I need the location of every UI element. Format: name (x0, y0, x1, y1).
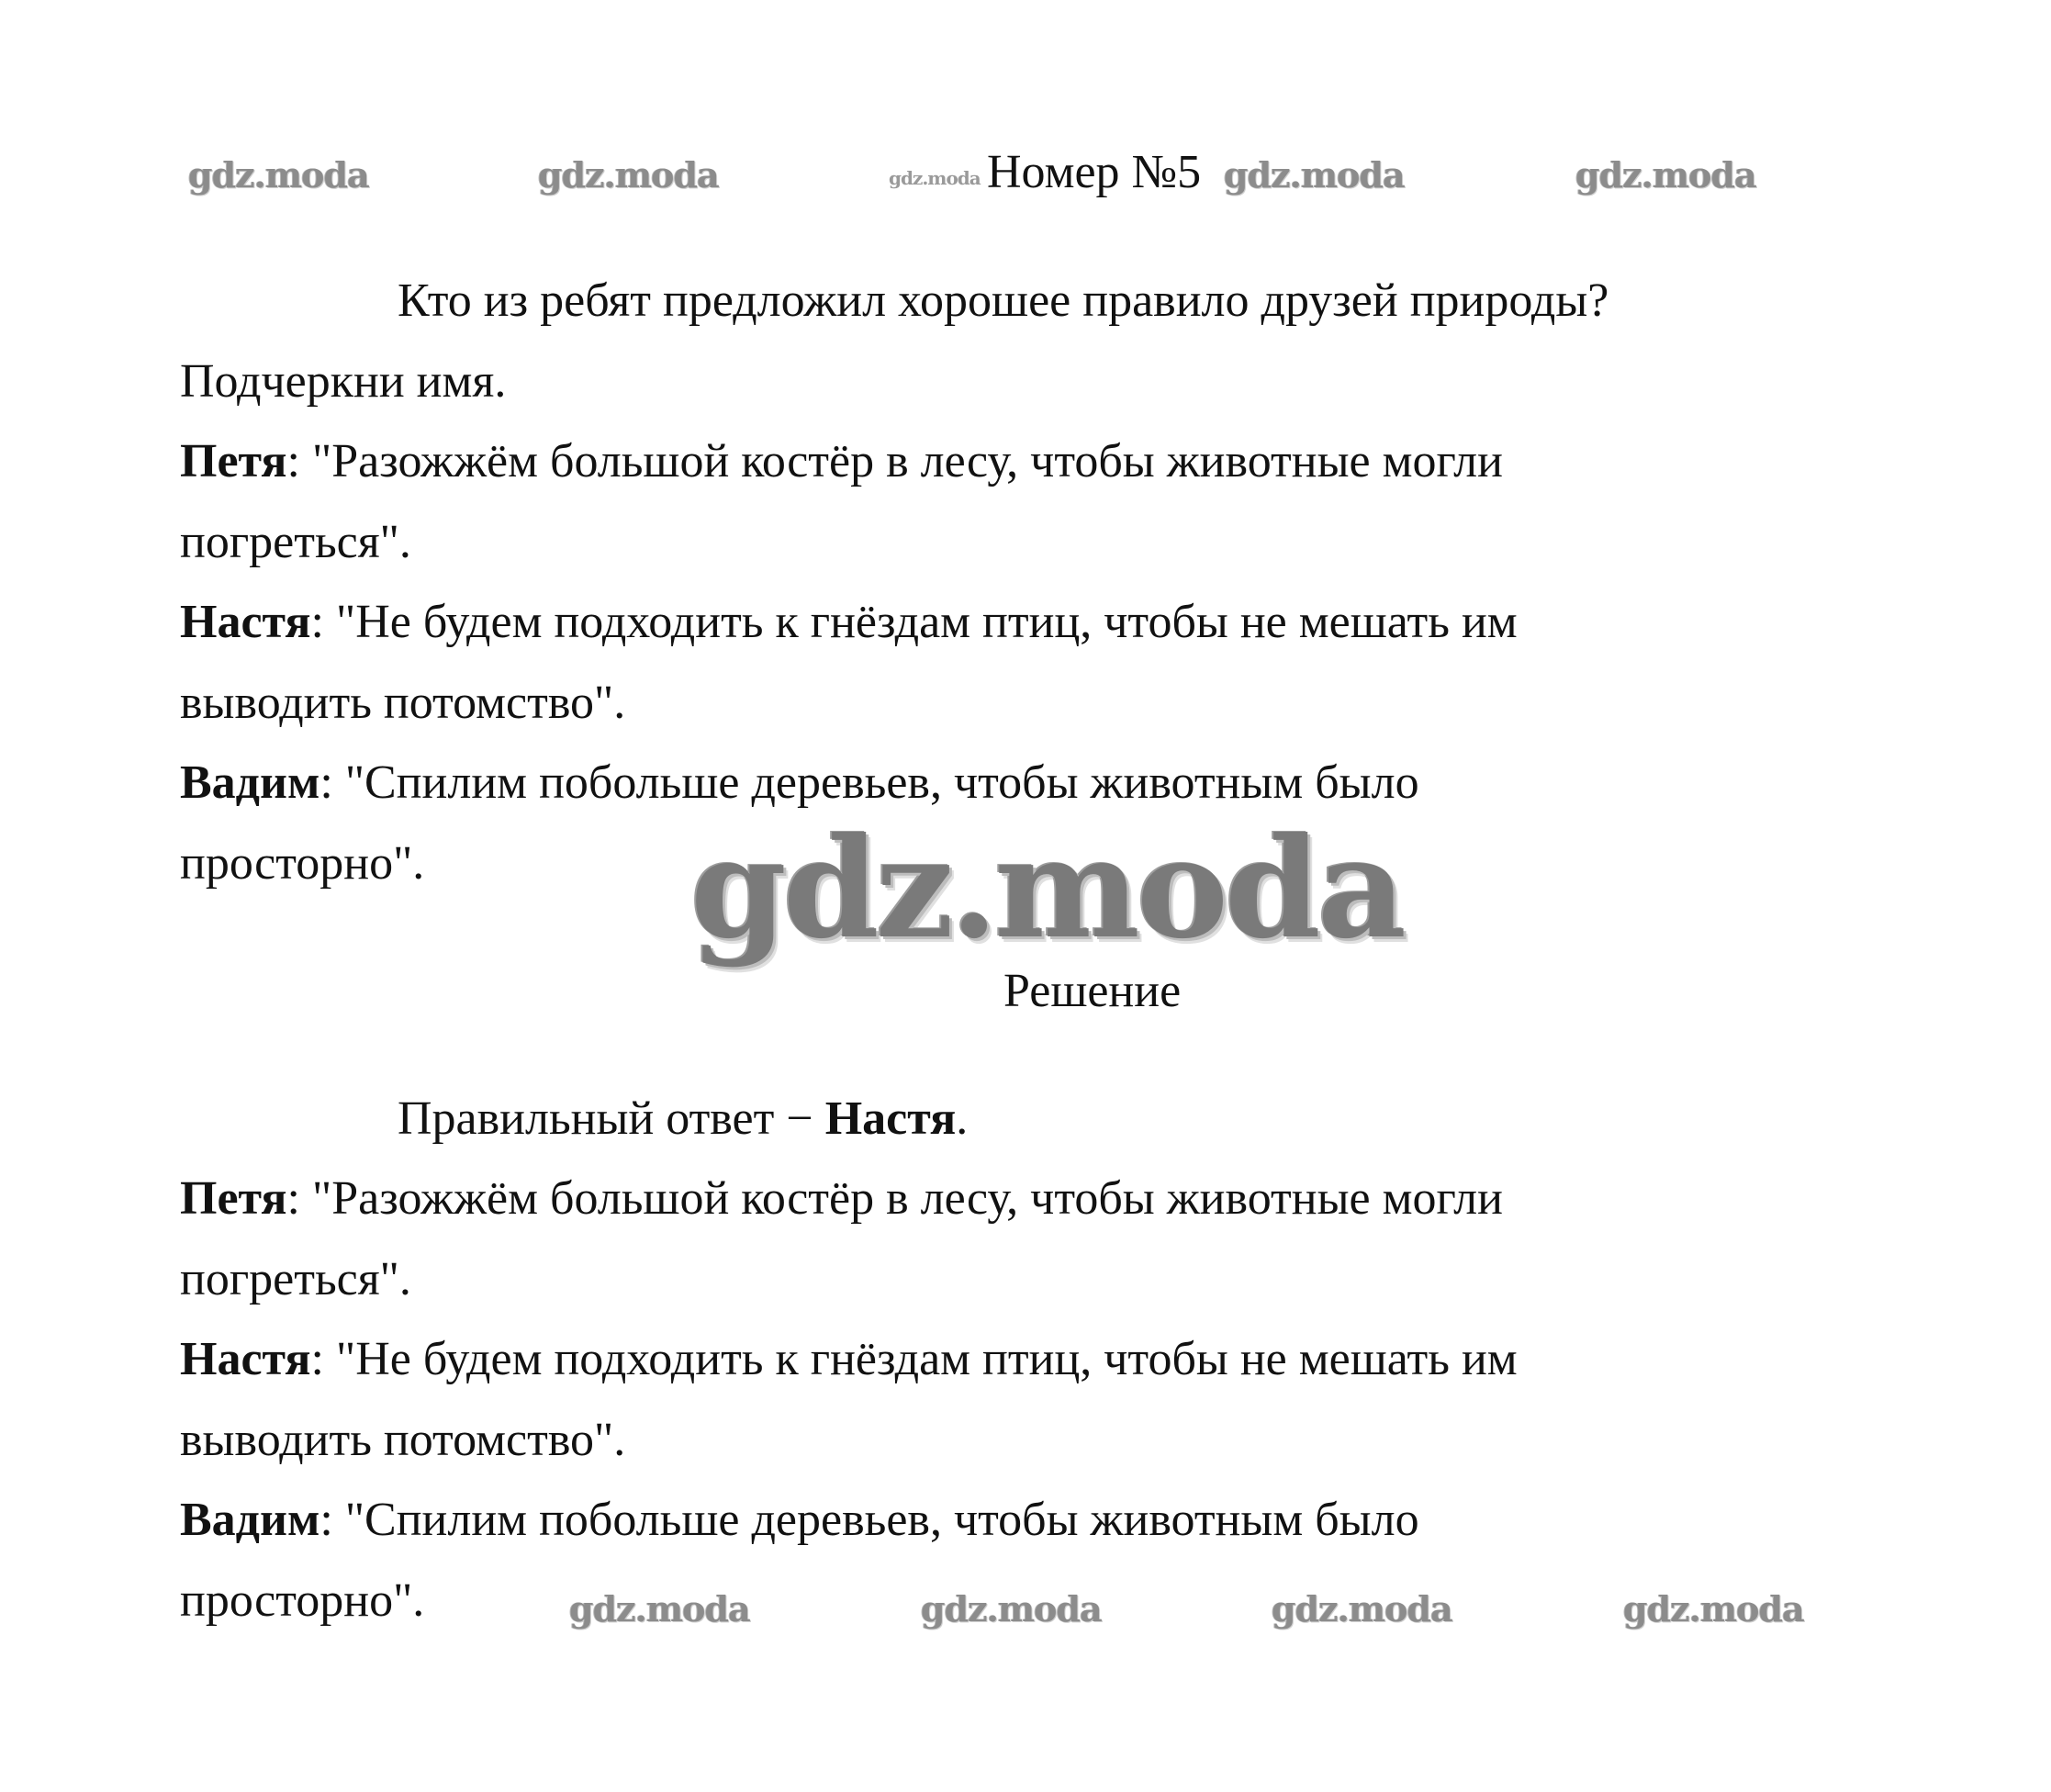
question-text: Кто из ребят предложил хорошее правило друзей природы? (398, 274, 1609, 327)
task-item-line (180, 435, 1503, 487)
solution-item-line (180, 1333, 1518, 1385)
answer-suffix: . (956, 1092, 969, 1145)
task-item-line: просторно". (180, 837, 425, 890)
watermark-logo-large: gdz.moda (690, 808, 1404, 969)
speaker-quote: : "Спилим побольше деревьев, чтобы животным было (319, 756, 1419, 809)
watermark-logo: gdz.moda (1623, 1588, 1804, 1630)
speaker-quote: : "Спилим побольше деревьев, чтобы животным было (319, 1494, 1419, 1546)
speaker-quote: : "Разожжём большой костёр в лесу, чтобы животные могли (286, 435, 1503, 487)
solution-item-line: выводить потомство". (180, 1414, 626, 1466)
speaker-name: Настя (180, 596, 311, 648)
speaker-name: Вадим (180, 756, 320, 809)
speaker-quote: : "Не будем подходить к гнёздам птиц, чтобы не мешать им (310, 1333, 1518, 1385)
page-title: Номер №5 (987, 146, 1202, 198)
answer-line (398, 1092, 969, 1145)
watermark-logo: gdz.moda (188, 154, 369, 196)
solution-item-line (180, 1172, 1503, 1225)
speaker-name: Петя (180, 435, 287, 487)
solution-heading: Решение (1003, 965, 1182, 1017)
task-item-line (180, 756, 1419, 809)
solution-item-line: погреться". (180, 1253, 411, 1305)
watermark-logo: gdz.moda (889, 167, 981, 189)
watermark-logo: gdz.moda (1272, 1588, 1452, 1630)
question-instruction: Подчеркни имя. (180, 355, 507, 408)
watermark-logo: gdz.moda (1575, 154, 1756, 196)
solution-item-line: просторно". (180, 1574, 425, 1627)
speaker-name: Петя (180, 1172, 287, 1225)
answer-name: Настя (824, 1092, 957, 1145)
speaker-quote: : "Не будем подходить к гнёздам птиц, чтобы не мешать им (310, 596, 1518, 648)
speaker-name: Вадим (180, 1494, 320, 1546)
speaker-quote: : "Разожжём большой костёр в лесу, чтобы животные могли (286, 1172, 1503, 1225)
watermark-logo: gdz.moda (1224, 154, 1405, 196)
task-item-line (180, 596, 1518, 648)
watermark-logo: gdz.moda (538, 154, 719, 196)
answer-prefix: Правильный ответ − (398, 1092, 825, 1145)
solution-item-line (180, 1496, 1419, 1544)
task-item-line: погреться". (180, 516, 411, 568)
speaker-name: Настя (180, 1333, 311, 1385)
watermark-logo: gdz.moda (921, 1588, 1102, 1630)
watermark-logo: gdz.moda (569, 1588, 750, 1630)
task-item-line: выводить потомство". (180, 677, 626, 729)
